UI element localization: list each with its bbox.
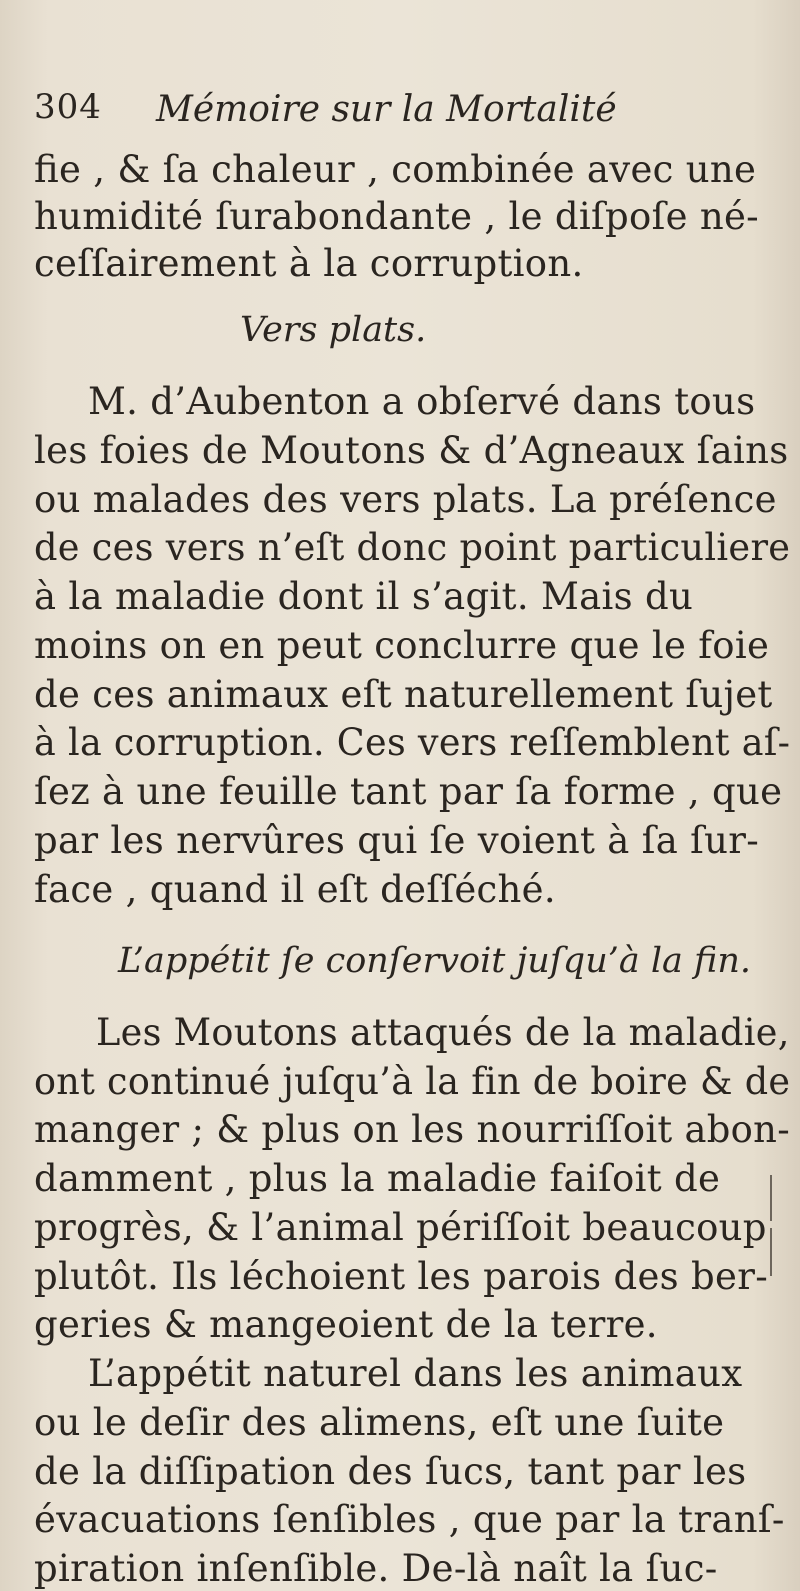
- text-line: à la maladie dont il s’agit. Mais du: [34, 575, 694, 619]
- text-line: manger ; & plus on les nourriſſoit abon-: [34, 1108, 790, 1152]
- text-line: piration inſenſible. De-là naît la ſuc-: [34, 1547, 718, 1591]
- text-line: ﬁe , & ſa chaleur , combinée avec une: [34, 148, 757, 192]
- text-line: geries & mangeoient de la terre.: [34, 1303, 658, 1347]
- text-line: damment , plus la maladie faiſoit de: [34, 1157, 721, 1201]
- text-line: Les Moutons attaqués de la maladie,: [96, 1010, 790, 1054]
- text-line: ont continué juſqu’à la fin de boire & de: [34, 1059, 791, 1103]
- text-line: ſez à une feuille tant par ſa forme , que: [34, 770, 783, 814]
- margin-mark: [770, 1228, 772, 1276]
- section-heading: Vers plats.: [240, 309, 427, 350]
- running-title: Mémoire sur la Mortalité: [156, 88, 617, 130]
- text-line: par les nervûres qui ſe voient à ſa ſur-: [34, 818, 760, 862]
- section-heading: L’appétit ſe conſervoit juſqu’à la fin.: [118, 940, 752, 981]
- text-line: moins on en peut conclurre que le foie: [34, 623, 770, 667]
- text-line: de la diſſipation des ſucs, tant par les: [34, 1449, 747, 1493]
- page-number: 304: [34, 86, 102, 127]
- text-line: de ces vers n’eſt donc point particuliere: [34, 526, 791, 570]
- text-line: progrès, & l’animal périſſoit beaucoup: [34, 1205, 767, 1249]
- text-line: les foies de Moutons & d’Agneaux ſains: [34, 428, 789, 472]
- text-line: ou le deſir des alimens, eſt une ſuite: [34, 1400, 725, 1444]
- text-line: plutôt. Ils léchoient les parois des ber-: [34, 1254, 768, 1298]
- text-line: L’appétit naturel dans les animaux: [88, 1352, 743, 1396]
- text-line: ou malades des vers plats. La préſence: [34, 477, 777, 521]
- text-line: M. d’Aubenton a obſervé dans tous: [88, 380, 756, 424]
- text-line: humidité ſurabondante , le diſpoſe né-: [34, 194, 759, 238]
- text-line: de ces animaux eſt naturellement ſujet: [34, 672, 773, 716]
- text-line: évacuations ſenſibles , que par la tranſ-: [34, 1498, 785, 1542]
- text-line: à la corruption. Ces vers reſſemblent aſ-: [34, 721, 791, 765]
- margin-mark: [770, 1175, 772, 1221]
- text-line: face , quand il eſt deſſéché.: [34, 867, 556, 911]
- text-line: ceſſairement à la corruption.: [34, 241, 584, 285]
